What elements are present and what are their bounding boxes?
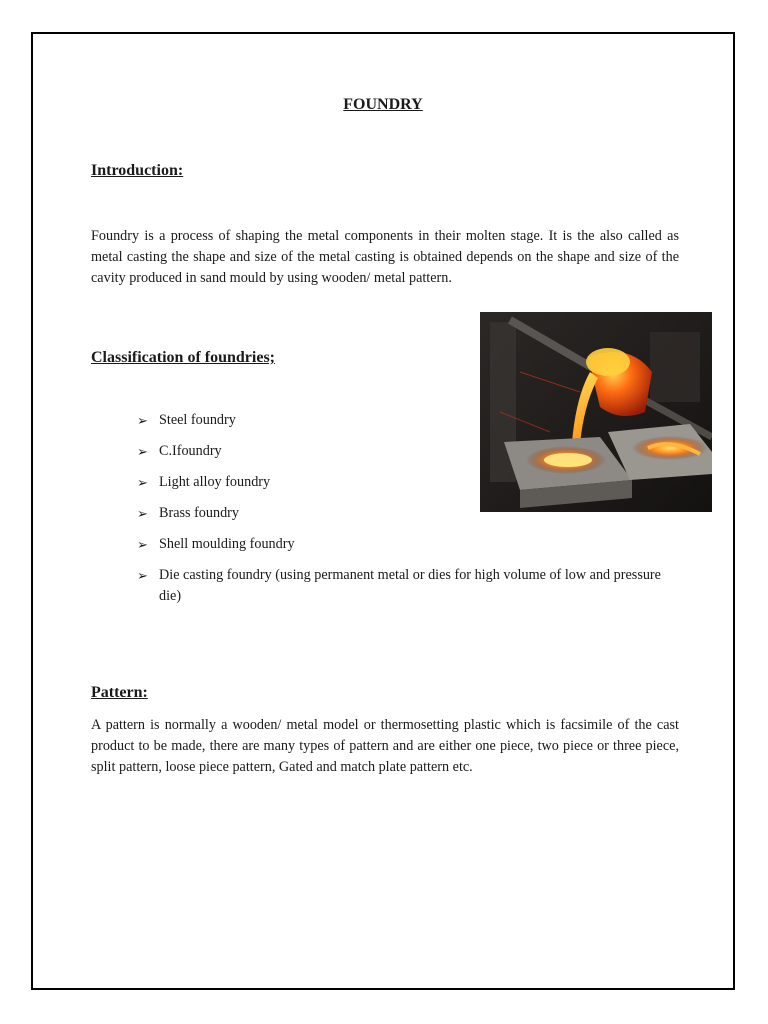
pattern-heading: Pattern: xyxy=(91,684,148,701)
introduction-heading: Introduction: xyxy=(91,162,184,179)
introduction-text: Foundry is a process of shaping the metal components in their molten stage. It is the also called as metal casting the shape and size of the metal casting is obtained depends on the shape and size of the cavity produced in sand mould by using wooden/ metal pattern. xyxy=(91,228,679,286)
arrowhead-bullet-icon: ➢ xyxy=(137,506,148,521)
list-item-label: C.Ifoundry xyxy=(159,443,222,459)
page-title: FOUNDRY xyxy=(343,96,423,113)
list-item xyxy=(137,410,682,431)
list-item xyxy=(137,441,682,462)
arrowhead-bullet-icon: ➢ xyxy=(137,475,148,490)
arrowhead-bullet-icon: ➢ xyxy=(137,444,148,459)
list-item-label: Light alloy foundry xyxy=(159,474,271,490)
list-item xyxy=(137,565,682,607)
document-page xyxy=(31,32,735,990)
pattern-text: A pattern is normally a wooden/ metal model or thermosetting plastic which is facsimile of the cast product to be made, there are many types of pattern and are either one piece, two piece or three piece, split pattern, loose piece pattern, Gated and match plate pattern etc. xyxy=(91,717,679,775)
classification-heading: Classification of foundries; xyxy=(91,349,275,366)
list-item-label: Shell moulding foundry xyxy=(159,536,295,552)
classification-list xyxy=(137,410,682,617)
list-item xyxy=(137,534,682,555)
list-item-label: Brass foundry xyxy=(159,505,239,521)
list-item xyxy=(137,472,682,493)
list-item xyxy=(137,503,682,524)
list-item-label: Steel foundry xyxy=(159,412,236,428)
arrowhead-bullet-icon: ➢ xyxy=(137,568,148,583)
list-item-label: Die casting foundry (using permanent metal or dies for high volume of low and pressure die) xyxy=(159,567,661,604)
arrowhead-bullet-icon: ➢ xyxy=(137,537,148,552)
arrowhead-bullet-icon: ➢ xyxy=(137,413,148,428)
